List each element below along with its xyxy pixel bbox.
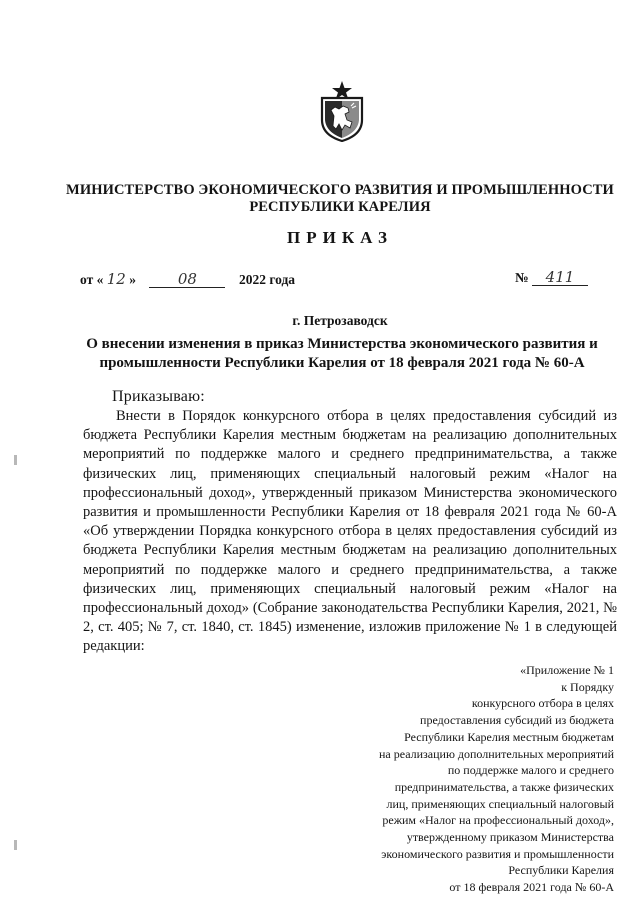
date-number-line (80, 266, 588, 290)
date-month-handwritten: 08 (177, 270, 197, 288)
appendix-line: «Приложение № 1 (520, 663, 614, 677)
city: г. Петрозаводск (292, 313, 388, 328)
date-day-handwritten: 12 (106, 270, 126, 288)
ministry-name-line1: МИНИСТЕРСТВО ЭКОНОМИЧЕСКОГО РАЗВИТИЯ И ПРОМЫШЛЕННОСТИ (66, 182, 614, 198)
document-type: ПРИКАЗ (287, 228, 393, 247)
appendix-line: предоставления субсидий из бюджета (420, 713, 614, 728)
order-number-handwritten: 411 (545, 268, 575, 286)
appendix-line: режим «Налог на профессиональный доход», (382, 813, 614, 828)
appendix-line: к Порядку (561, 679, 614, 694)
appendix-line: Республики Карелия местным бюджетам (404, 729, 614, 744)
appendix-line: Республики Карелия (508, 863, 614, 878)
appendix-line: утвержденному приказом Министерства (406, 830, 614, 845)
appendix-line: лиц, применяющих специальный налоговый (386, 796, 614, 811)
appendix-line: конкурсного отбора в целях (471, 696, 614, 711)
date-prefix: от « (80, 272, 104, 287)
appendix-block (350, 662, 614, 896)
appendix-line: предпринимательства, а также физических (394, 779, 614, 794)
scan-edge-mark (14, 840, 17, 850)
appendix-line: на реализацию дополнительных мероприятий (378, 746, 614, 761)
order-number-blank (532, 270, 588, 286)
order-word: Приказываю: (112, 388, 205, 405)
order-number-label: № (515, 270, 529, 285)
ministry-name-line2: РЕСПУБЛИКИ КАРЕЛИЯ (249, 199, 431, 215)
order-number-field (515, 270, 588, 286)
appendix-line: от 18 февраля 2021 года № 60-А (449, 880, 614, 895)
karelia-coat-of-arms-icon (318, 80, 366, 142)
date-mid: » (129, 272, 136, 287)
order-body (83, 407, 617, 657)
coat-of-arms-emblem (318, 80, 366, 142)
ministry-name (60, 182, 620, 216)
appendix-line: экономического развития и промышленности (381, 846, 614, 861)
order-body-paragraph: Внести в Порядок конкурсного отбора в целях предоставления субсидий из бюджета Республики Карелия местным бюджетам на реализацию дополнительных мероприятий по поддержке малого и среднего предпринимательства, а также физических лиц, применяющих специальный налоговый режим «Налог на профессиональный доход», утвержденный приказом Министерства экономического развития и промышленности Республики Карелия от 18 февраля 2021 года № 60-А «Об утверждении Порядка конкурсного отбора в целях предоставления субсидий из бюджета Республики Карелия местным бюджетам на реализацию дополнительных мероприятий по поддержке малого и среднего предпринимательства, а также физических лиц, применяющих специальный налоговый режим «Налог на профессиональный доход» (Собрание законодательства Республики Карелия, 2021, № 2, ст. 405; № 7, ст. 1840, ст. 1845) изменение, изложив приложение № 1 в следующей редакции: (83, 408, 617, 655)
date-field (80, 270, 295, 288)
date-month-blank (149, 272, 225, 288)
order-title: О внесении изменения в приказ Министерства экономического развития и промышленности Республики Карелия от 18 февраля 2021 года № 60-А (86, 336, 598, 371)
appendix-line: по поддержке малого и среднего (447, 763, 614, 778)
scan-edge-mark (14, 455, 17, 465)
date-year: 2022 года (238, 272, 296, 287)
